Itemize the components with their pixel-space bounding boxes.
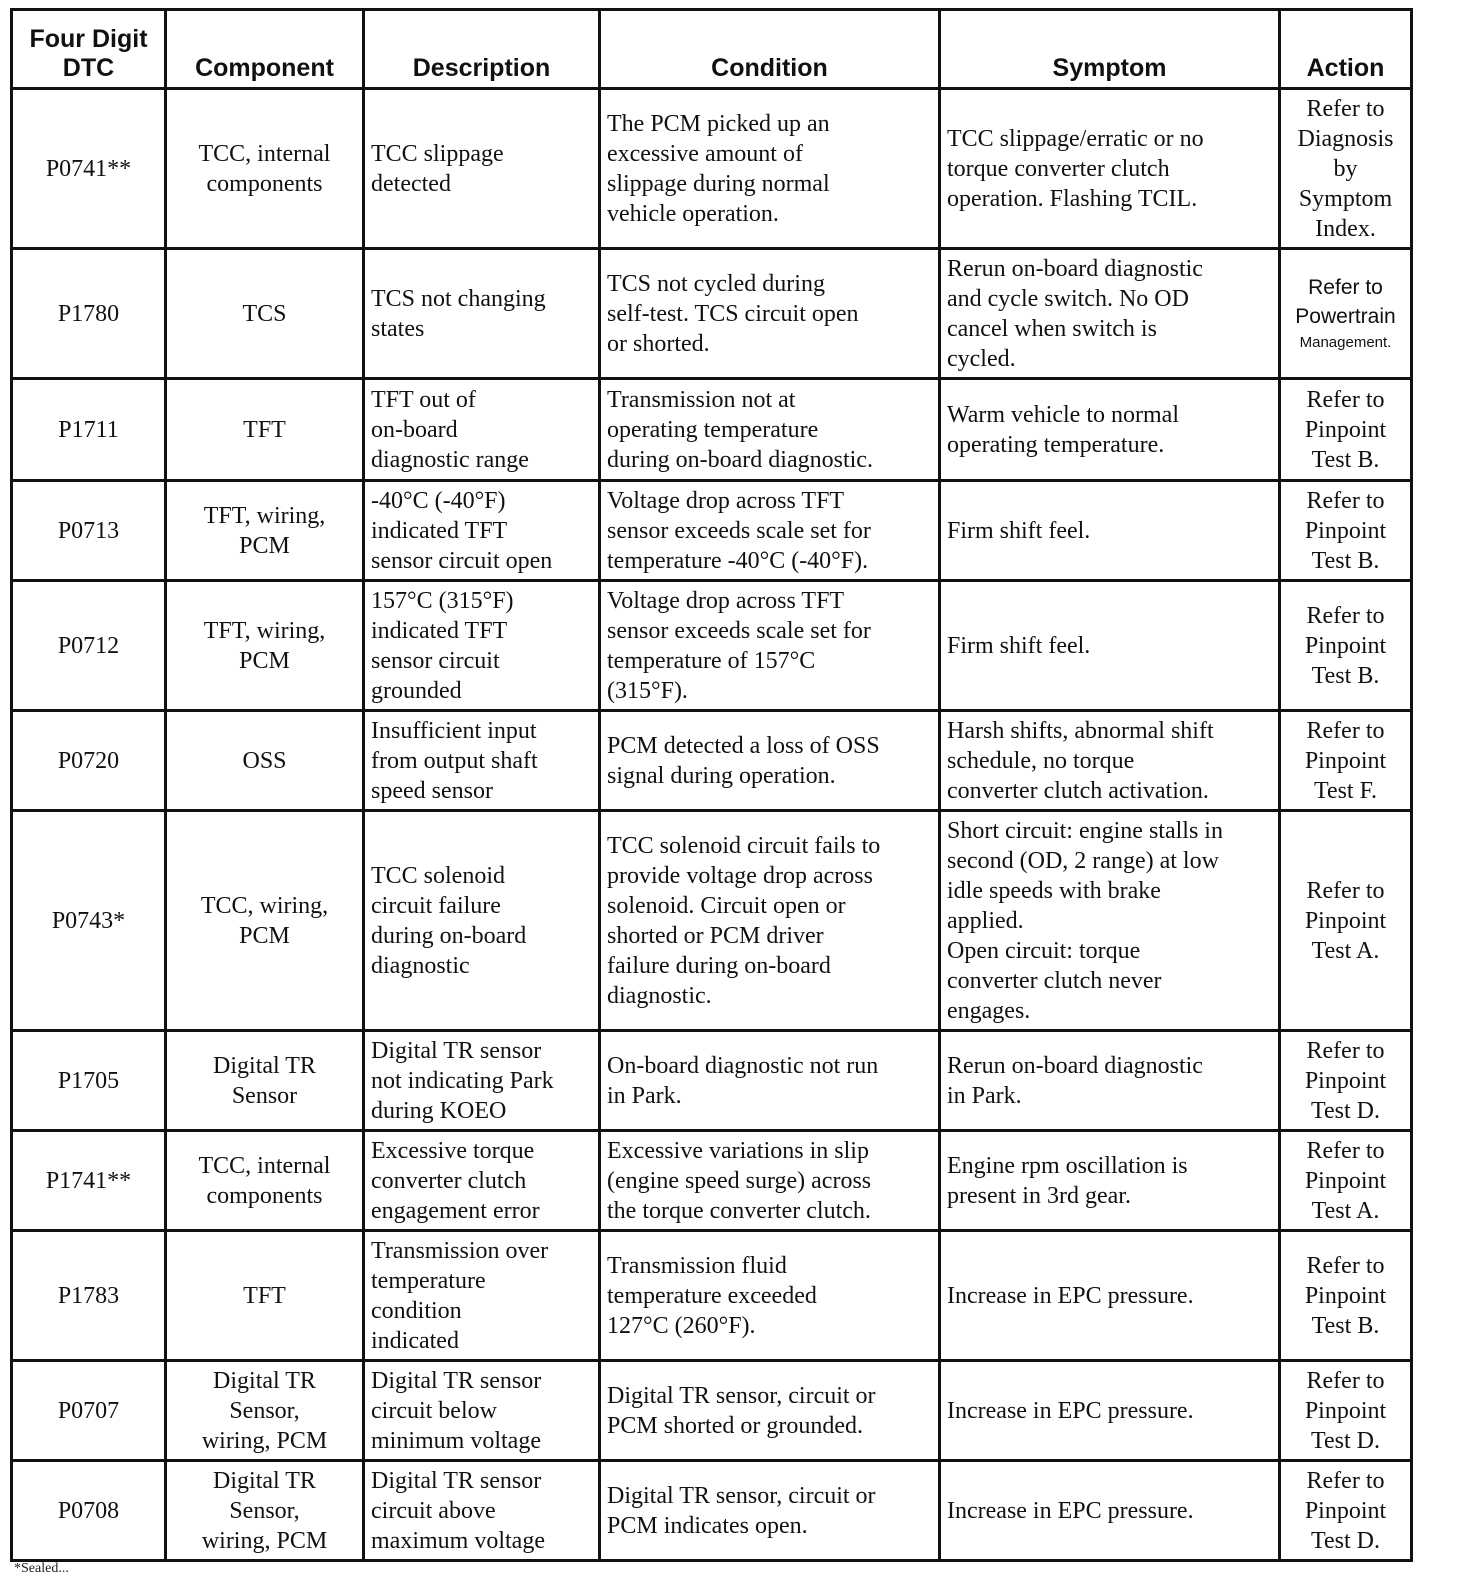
component-cell: TCC, wiring, PCM — [166, 811, 364, 1031]
symptom-cell: Engine rpm oscillation is present in 3rd gear. — [940, 1131, 1280, 1231]
action-cell: Refer to Pinpoint Test A. — [1280, 1131, 1412, 1231]
dtc-cell: P0743* — [12, 811, 166, 1031]
condition-cell: The PCM picked up an excessive amount of slippage during normal vehicle operation. — [600, 89, 940, 249]
dtc-cell: P0707 — [12, 1361, 166, 1461]
component-cell: TFT — [166, 379, 364, 481]
header-dtc: Four Digit DTC — [12, 10, 166, 89]
header-symptom: Symptom — [940, 10, 1280, 89]
component-cell: Digital TR Sensor, wiring, PCM — [166, 1461, 364, 1561]
condition-cell: Transmission fluid temperature exceeded 127°C (260°F). — [600, 1231, 940, 1361]
symptom-cell: Warm vehicle to normal operating temperature. — [940, 379, 1280, 481]
component-cell: TFT, wiring, PCM — [166, 481, 364, 581]
description-cell: TCS not changing states — [364, 249, 600, 379]
dtc-cell: P0712 — [12, 581, 166, 711]
footnote: *Sealed... — [14, 1562, 69, 1574]
description-cell: Digital TR sensor circuit below minimum voltage — [364, 1361, 600, 1461]
description-cell: 157°C (315°F) indicated TFT sensor circuit grounded — [364, 581, 600, 711]
action-text-small: Management. — [1299, 333, 1392, 351]
header-row — [12, 10, 1412, 89]
component-cell: OSS — [166, 711, 364, 811]
action-cell: Refer to Pinpoint Test D. — [1280, 1361, 1412, 1461]
description-cell: Digital TR sensor not indicating Park during KOEO — [364, 1031, 600, 1131]
dtc-cell: P1783 — [12, 1231, 166, 1361]
action-cell: Refer to Pinpoint Test D. — [1280, 1031, 1412, 1131]
header-condition: Condition — [600, 10, 940, 89]
condition-cell: Voltage drop across TFT sensor exceeds scale set for temperature -40°C (-40°F). — [600, 481, 940, 581]
description-cell: Excessive torque converter clutch engagement error — [364, 1131, 600, 1231]
symptom-cell: Rerun on-board diagnostic and cycle switch. No OD cancel when switch is cycled. — [940, 249, 1280, 379]
description-cell: Digital TR sensor circuit above maximum voltage — [364, 1461, 600, 1561]
table-row — [12, 89, 1412, 249]
table-row — [12, 1461, 1412, 1561]
dtc-cell: P0720 — [12, 711, 166, 811]
symptom-cell: Harsh shifts, abnormal shift schedule, no torque converter clutch activation. — [940, 711, 1280, 811]
table-row — [12, 379, 1412, 481]
condition-cell: Excessive variations in slip (engine speed surge) across the torque converter clutch. — [600, 1131, 940, 1231]
component-cell: TCC, internal components — [166, 89, 364, 249]
symptom-cell: Increase in EPC pressure. — [940, 1231, 1280, 1361]
dtc-cell: P0741** — [12, 89, 166, 249]
table-row — [12, 711, 1412, 811]
component-cell: TCC, internal components — [166, 1131, 364, 1231]
header-action: Action — [1280, 10, 1412, 89]
component-cell: TFT — [166, 1231, 364, 1361]
description-cell: TCC solenoid circuit failure during on-board diagnostic — [364, 811, 600, 1031]
component-cell: TCS — [166, 249, 364, 379]
component-cell: TFT, wiring, PCM — [166, 581, 364, 711]
dtc-cell: P1705 — [12, 1031, 166, 1131]
symptom-cell: TCC slippage/erratic or no torque converter clutch operation. Flashing TCIL. — [940, 89, 1280, 249]
table-row — [12, 1231, 1412, 1361]
table-row — [12, 1131, 1412, 1231]
symptom-cell: Rerun on-board diagnostic in Park. — [940, 1031, 1280, 1131]
dtc-cell: P1711 — [12, 379, 166, 481]
description-cell: -40°C (-40°F) indicated TFT sensor circuit open — [364, 481, 600, 581]
dtc-table — [10, 8, 1413, 1562]
action-cell: Refer to Pinpoint Test B. — [1280, 1231, 1412, 1361]
table-row — [12, 481, 1412, 581]
condition-cell: Voltage drop across TFT sensor exceeds scale set for temperature of 157°C (315°F). — [600, 581, 940, 711]
symptom-cell: Firm shift feel. — [940, 481, 1280, 581]
dtc-cell: P0708 — [12, 1461, 166, 1561]
symptom-cell: Increase in EPC pressure. — [940, 1361, 1280, 1461]
table-row — [12, 581, 1412, 711]
action-cell: Refer to Diagnosis by Symptom Index. — [1280, 89, 1412, 249]
table-row — [12, 811, 1412, 1031]
component-cell: Digital TR Sensor, wiring, PCM — [166, 1361, 364, 1461]
action-cell — [1280, 249, 1412, 379]
table-row — [12, 1031, 1412, 1131]
description-cell: Insufficient input from output shaft speed sensor — [364, 711, 600, 811]
action-text: Refer to Powertrain — [1295, 275, 1396, 328]
action-cell: Refer to Pinpoint Test D. — [1280, 1461, 1412, 1561]
condition-cell: Digital TR sensor, circuit or PCM shorted or grounded. — [600, 1361, 940, 1461]
header-description: Description — [364, 10, 600, 89]
condition-cell: Transmission not at operating temperature during on-board diagnostic. — [600, 379, 940, 481]
condition-cell: PCM detected a loss of OSS signal during operation. — [600, 711, 940, 811]
condition-cell: Digital TR sensor, circuit or PCM indicates open. — [600, 1461, 940, 1561]
condition-cell: TCS not cycled during self-test. TCS circuit open or shorted. — [600, 249, 940, 379]
condition-cell: TCC solenoid circuit fails to provide voltage drop across solenoid. Circuit open or shorted or PCM driver failure during on-board diagnostic. — [600, 811, 940, 1031]
action-cell: Refer to Pinpoint Test F. — [1280, 711, 1412, 811]
action-cell: Refer to Pinpoint Test B. — [1280, 379, 1412, 481]
dtc-cell: P0713 — [12, 481, 166, 581]
table-row — [12, 1361, 1412, 1461]
action-cell: Refer to Pinpoint Test B. — [1280, 481, 1412, 581]
action-cell: Refer to Pinpoint Test A. — [1280, 811, 1412, 1031]
description-cell: Transmission over temperature condition indicated — [364, 1231, 600, 1361]
symptom-cell: Increase in EPC pressure. — [940, 1461, 1280, 1561]
dtc-cell: P1741** — [12, 1131, 166, 1231]
header-component: Component — [166, 10, 364, 89]
dtc-cell: P1780 — [12, 249, 166, 379]
condition-cell: On-board diagnostic not run in Park. — [600, 1031, 940, 1131]
component-cell: Digital TR Sensor — [166, 1031, 364, 1131]
description-cell: TCC slippage detected — [364, 89, 600, 249]
description-cell: TFT out of on-board diagnostic range — [364, 379, 600, 481]
symptom-cell: Firm shift feel. — [940, 581, 1280, 711]
table-row — [12, 249, 1412, 379]
symptom-cell: Short circuit: engine stalls in second (OD, 2 range) at low idle speeds with brake applied. Open circuit: torque converter clutch never engages. — [940, 811, 1280, 1031]
action-cell: Refer to Pinpoint Test B. — [1280, 581, 1412, 711]
